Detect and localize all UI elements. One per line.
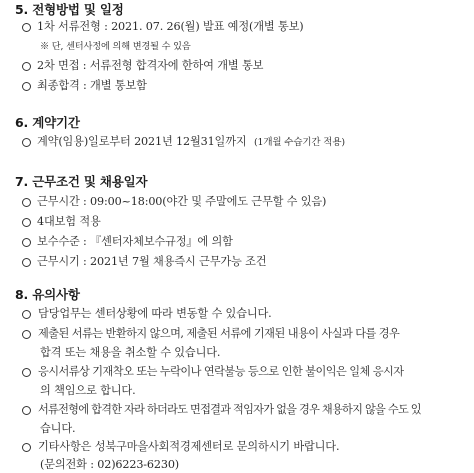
section-5-item-interview: 2차 면접 : 서류전형 합격자에 한하여 개별 통보 [37,59,264,72]
section-6-heading: 6. 계약기간 [15,115,80,130]
section-8-item-errors-line1: 응시서류상 기재착오 또는 누락이나 연락불능 등으로 인한 불이익은 일체 응시자 [38,365,404,378]
section-8-item-documents-line2: 합격 또는 채용을 취소할 수 있습니다. [40,346,221,359]
circle-bullet-icon [22,310,31,319]
section-7-heading: 7. 근무조건 및 채용일자 [15,174,148,189]
section-7-item-start-date: 근무시기 : 2021년 7월 채용즉시 근무가능 조건 [37,255,267,268]
section-7-item-insurance: 4대보험 적용 [37,215,101,228]
circle-bullet-icon [22,62,31,71]
contract-period-probation-note: (1개월 수습기간 적용) [253,137,345,148]
circle-bullet-icon [22,218,31,227]
section-8-item-duties: 담당업무는 센터상황에 따라 변동할 수 있습니다. [38,307,272,320]
circle-bullet-icon [22,82,31,91]
circle-bullet-icon [22,406,31,415]
circle-bullet-icon [22,330,31,339]
section-8-item-interview-result-line1: 서류전형에 합격한 자라 하더라도 면접결과 적임자가 없을 경우 채용하지 않을 수도 있 [38,403,421,416]
circle-bullet-icon [22,23,31,32]
contract-period-main: 계약(임용)일로부터 2021년 12월31일까지 [37,135,247,148]
section-8-heading: 8. 유의사항 [15,287,80,302]
section-5-heading: 5. 전형방법 및 일정 [15,2,124,17]
circle-bullet-icon [22,258,31,267]
section-8-item-documents-line1: 제출된 서류는 반환하지 않으며, 제출된 서류에 기재된 내용이 사실과 다를 경우 [38,327,400,340]
section-8-item-interview-result-line2: 습니다. [40,422,76,435]
section-7-item-salary: 보수수준 : 『센터자체보수규정』에 의함 [37,235,233,248]
circle-bullet-icon [22,198,31,207]
section-5-item-first-screening-note: ※ 단, 센터사정에 의해 변경될 수 있음 [40,41,191,52]
section-5-item-final-pass: 최종합격 : 개별 통보함 [37,79,147,92]
section-8-item-errors-line2: 의 책임으로 합니다. [40,384,136,397]
section-8-item-contact-phone: (문의전화 : 02)6223-6230) [40,458,180,471]
circle-bullet-icon [22,443,31,452]
section-8-item-contact-line1: 기타사항은 성북구마을사회적경제센터로 문의하시기 바랍니다. [38,440,340,453]
circle-bullet-icon [22,138,31,147]
circle-bullet-icon [22,238,31,247]
section-6-item-contract-period [37,135,345,150]
section-7-item-working-hours: 근무시간 : 09:00~18:00(야간 및 주말에도 근무할 수 있음) [37,195,327,208]
section-5-item-first-screening: 1차 서류전형 : 2021. 07. 26(월) 발표 예정(개별 통보) [37,20,304,33]
circle-bullet-icon [22,368,31,377]
